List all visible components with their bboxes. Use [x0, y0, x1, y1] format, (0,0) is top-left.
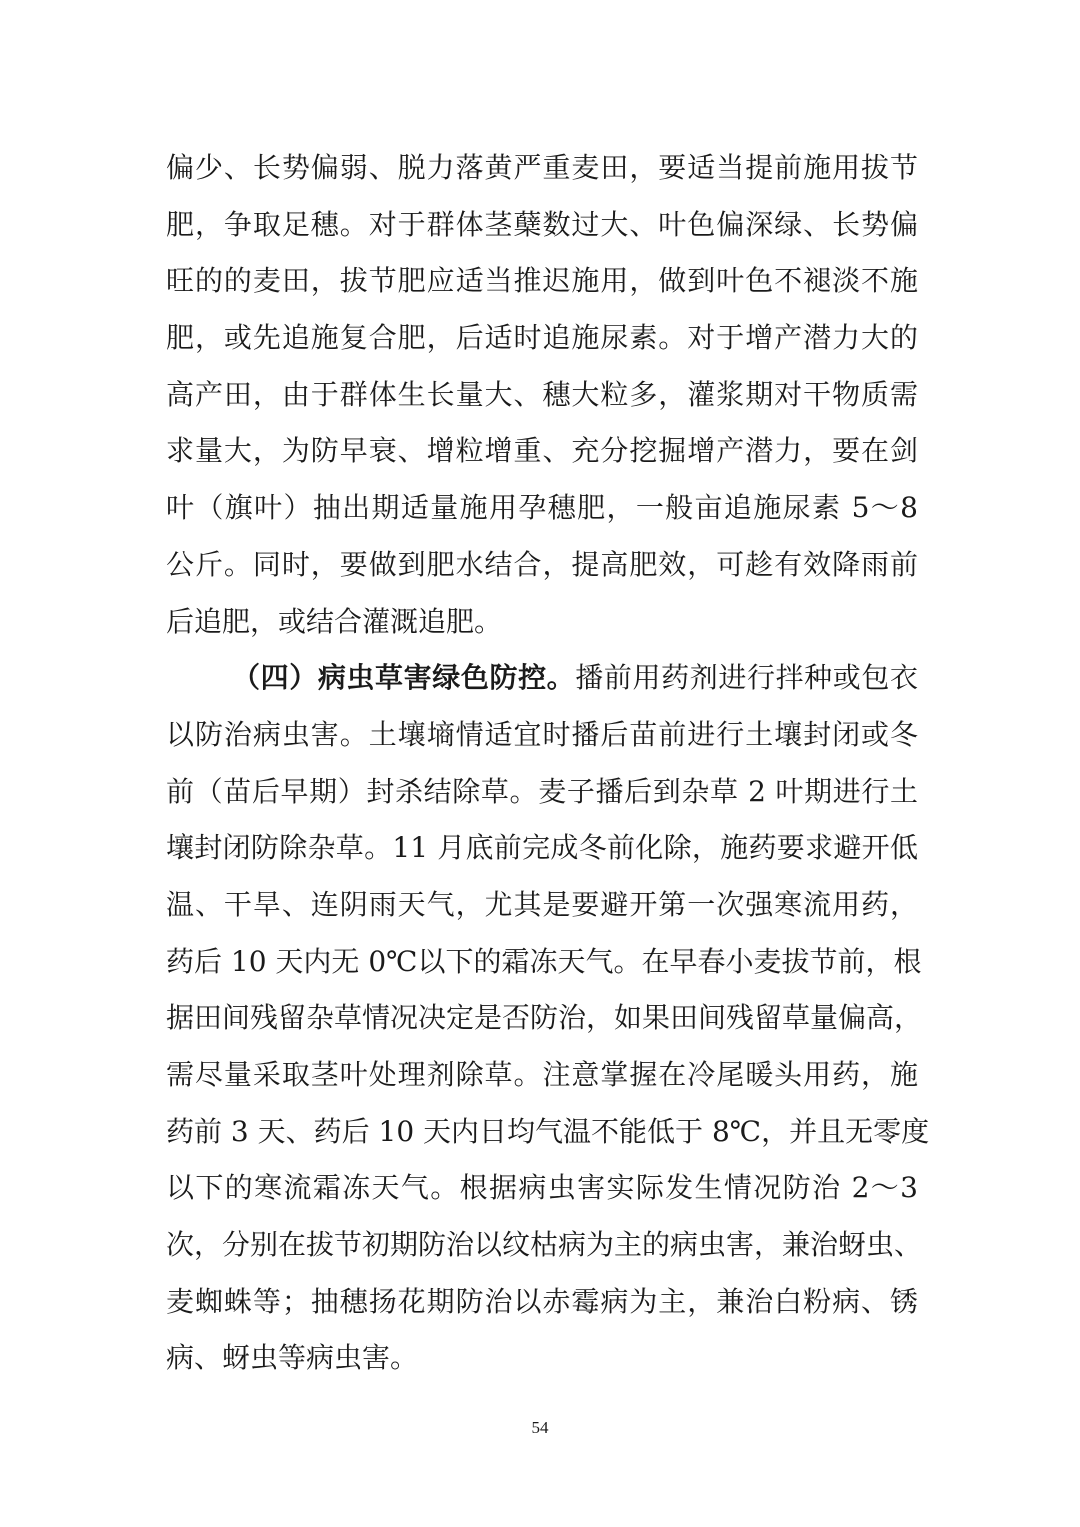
- section-heading: （四）病虫草害绿色防控。: [232, 661, 576, 695]
- paragraph-1-line: 叶（旗叶）抽出期适量施用孕穗肥，一般亩追施尿素 5～8: [166, 491, 918, 525]
- paragraph-1-line: 肥，或先追施复合肥，后适时追施尿素。对于增产潜力大的: [166, 321, 918, 355]
- page-number: 54: [531, 1418, 549, 1437]
- paragraph-2-line: 以防治病虫害。土壤墒情适宜时播后苗前进行土壤封闭或冬: [166, 717, 918, 751]
- paragraph-2-line: 温、干旱、连阴雨天气，尤其是要避开第一次强寒流用药，: [166, 887, 918, 921]
- paragraph-2-line: 以下的寒流霜冻天气。根据病虫害实际发生情况防治 2～3: [166, 1171, 918, 1205]
- paragraph-2-line: 病、蚜虫等病虫害。: [166, 1341, 419, 1375]
- body-text: [166, 140, 930, 1387]
- paragraph-1-line: 高产田，由于群体生长量大、穗大粒多，灌浆期对干物质需: [166, 377, 918, 411]
- paragraph-2-line: 前（苗后早期）封杀结除草。麦子播后到杂草 2 叶期进行土: [166, 774, 918, 808]
- paragraph-1-line: 偏少、长势偏弱、脱力落黄严重麦田，要适当提前施用拔节: [166, 151, 918, 184]
- paragraph-1-line: 公斤。同时，要做到肥水结合，提高肥效，可趁有效降雨前: [166, 547, 918, 581]
- paragraph-1-line: 旺的的麦田，拔节肥应适当推迟施用，做到叶色不褪淡不施: [166, 264, 918, 298]
- paragraph-2-first-line: [166, 650, 918, 707]
- paragraph-2-line: 麦蜘蛛等；抽穗扬花期防治以赤霉病为主，兼治白粉病、锈: [166, 1284, 918, 1318]
- paragraph-2-line: 次，分别在拔节初期防治以纹枯病为主的病虫害，兼治蚜虫、: [166, 1228, 923, 1262]
- paragraph-2-line: 需尽量采取茎叶处理剂除草。注意掌握在冷尾暖头用药，施: [166, 1058, 918, 1091]
- paragraph-1-line: 肥，争取足穗。对于群体茎蘖数过大、叶色偏深绿、长势偏: [166, 207, 918, 241]
- paragraph-2-line: 药后 10 天内无 0℃以下的霜冻天气。在早春小麦拔节前，根: [166, 944, 922, 978]
- paragraph-2-line: 药前 3 天、药后 10 天内日均气温不能低于 8℃，并且无零度: [166, 1114, 930, 1148]
- paragraph-2-line: 据田间残留杂草情况决定是否防治，如果田间残留草量偏高，: [166, 1001, 923, 1035]
- paragraph-1-line: 求量大，为防早衰、增粒增重、充分挖掘增产潜力，要在剑: [166, 434, 918, 468]
- paragraph-2-first-line-text: 播前用药剂进行拌种或包衣: [575, 661, 918, 695]
- paragraph-2-line: 壤封闭防除杂草。11 月底前完成冬前化除，施药要求避开低: [166, 831, 918, 865]
- paragraph-1-line: 后追肥，或结合灌溉追肥。: [166, 604, 503, 638]
